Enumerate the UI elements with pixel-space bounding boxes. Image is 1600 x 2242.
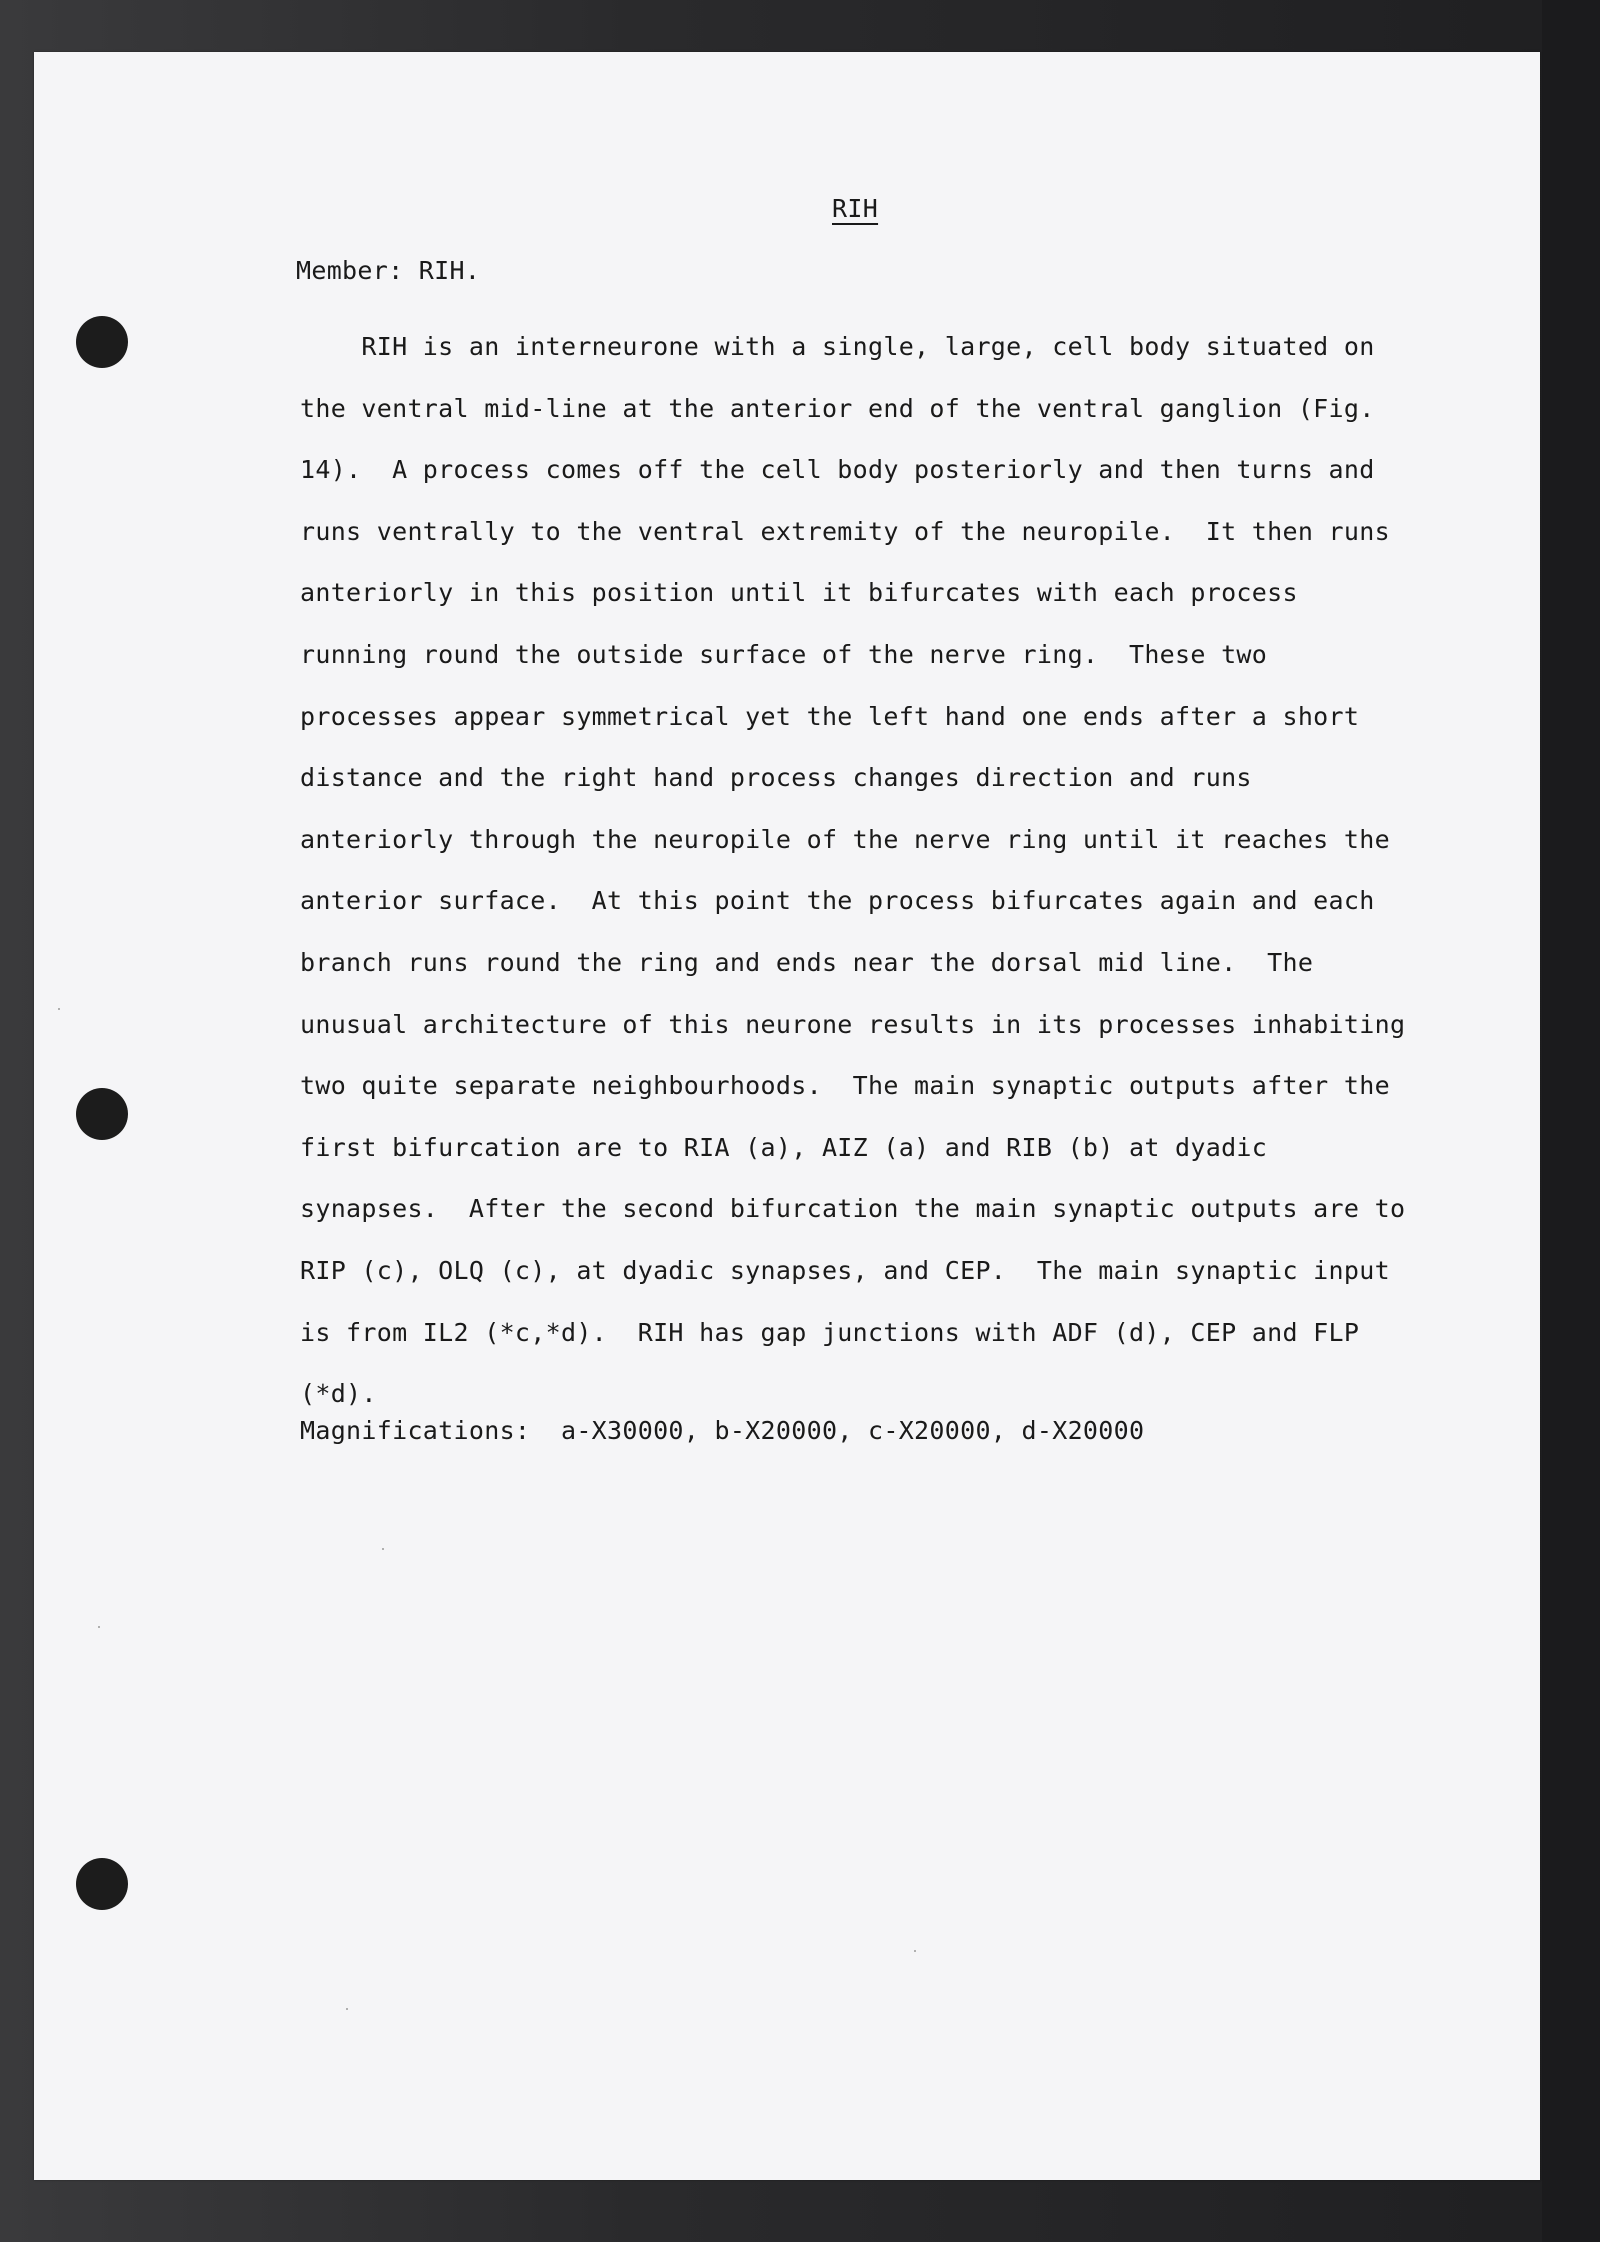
body-line: anterior surface. At this point the process bifurcates again and each [300, 886, 1375, 916]
body-line: first bifurcation are to RIA (a), AIZ (a) and RIB (b) at dyadic [300, 1132, 1268, 1162]
body-line: is from IL2 (*c,*d). RIH has gap junctions with ADF (d), CEP and FLP [300, 1317, 1360, 1347]
paper-speck [914, 1950, 916, 1952]
body-line: runs ventrally to the ventral extremity of the neuropile. It then runs [300, 516, 1390, 546]
punch-hole [76, 316, 128, 368]
body-line: branch runs round the ring and ends near the dorsal mid line. The [300, 947, 1314, 977]
body-line: unusual architecture of this neurone results in its processes inhabiting [300, 1009, 1406, 1039]
page-title: RIH [832, 194, 879, 223]
scanner-edge [1542, 0, 1600, 2242]
body-line: 14). A process comes off the cell body posteriorly and then turns and [300, 455, 1375, 485]
body-line: the ventral mid-line at the anterior end of the ventral ganglion (Fig. [300, 393, 1375, 423]
body-line: (*d). [300, 1379, 377, 1409]
magnifications-line: Magnifications: a-X30000, b-X20000, c-X20000, d-X20000 [300, 1416, 1145, 1445]
body-line: anteriorly through the neuropile of the nerve ring until it reaches the [300, 824, 1390, 854]
body-line: anteriorly in this position until it bifurcates with each process [300, 578, 1298, 608]
paper-speck [346, 2008, 348, 2010]
punch-hole [76, 1858, 128, 1910]
body-line: two quite separate neighbourhoods. The main synaptic outputs after the [300, 1071, 1390, 1101]
body-line: synapses. After the second bifurcation the main synaptic outputs are to [300, 1194, 1406, 1224]
punch-hole [76, 1088, 128, 1140]
paper-speck [58, 1008, 60, 1010]
paper-speck [382, 1548, 384, 1550]
paper-speck [98, 1626, 100, 1628]
body-paragraph [300, 316, 1440, 1425]
body-line: RIP (c), OLQ (c), at dyadic synapses, and CEP. The main synaptic input [300, 1255, 1390, 1285]
body-line: processes appear symmetrical yet the left hand one ends after a short [300, 701, 1360, 731]
body-line: distance and the right hand process changes direction and runs [300, 763, 1252, 793]
member-line: Member: RIH. [296, 256, 481, 285]
body-line: RIH is an interneurone with a single, large, cell body situated on [300, 332, 1375, 361]
body-line: running round the outside surface of the nerve ring. These two [300, 639, 1268, 669]
